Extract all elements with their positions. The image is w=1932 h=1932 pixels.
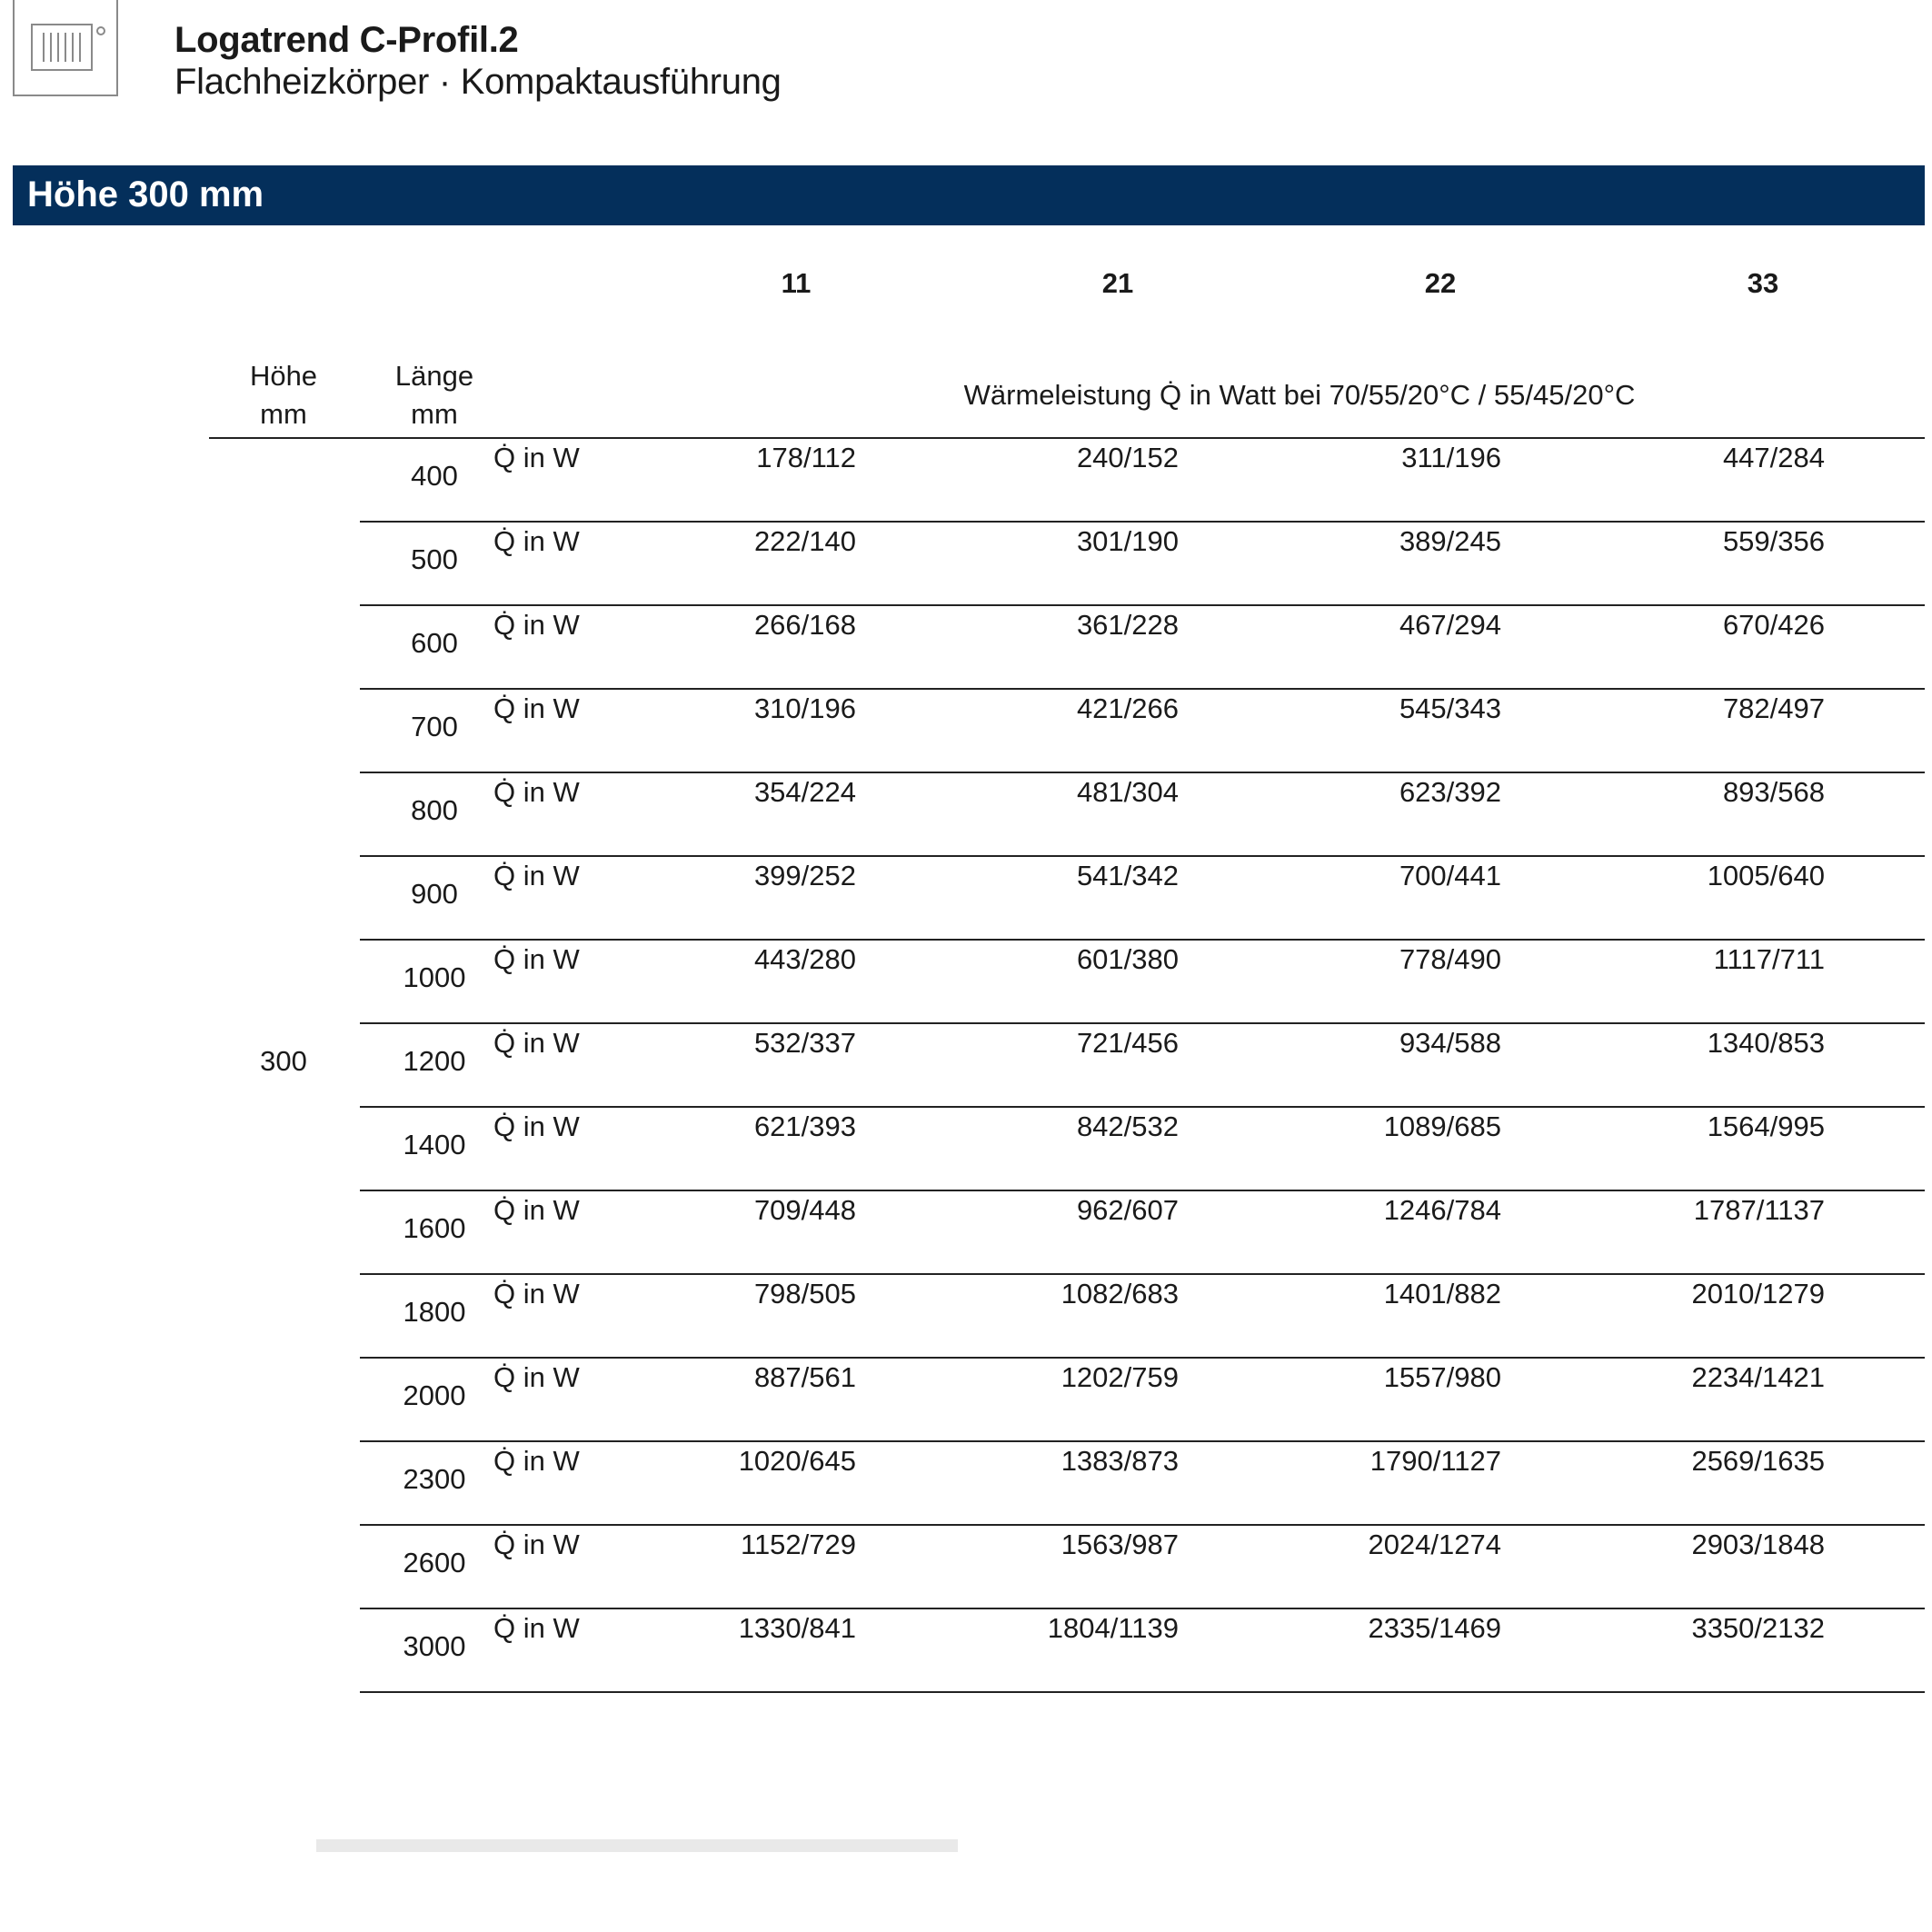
row-value-type-22: 1401/882 — [1383, 1278, 1501, 1310]
row-value-type-22: 1246/784 — [1383, 1194, 1501, 1226]
row-divider — [360, 1524, 1925, 1526]
row-value-type-33: 2903/1848 — [1691, 1529, 1825, 1560]
row-value-type-33: 893/568 — [1722, 776, 1825, 808]
row-divider — [360, 772, 1925, 773]
hoehe-value: 300 — [260, 1045, 307, 1077]
row-divider — [360, 855, 1925, 857]
row-value-type-33: 1340/853 — [1707, 1027, 1825, 1059]
row-value-type-33: 1787/1137 — [1693, 1194, 1825, 1226]
row-unit-label: Q̇ in W — [493, 442, 580, 473]
row-value-type-33: 447/284 — [1722, 442, 1825, 473]
row-unit-label: Q̇ in W — [493, 1194, 580, 1226]
row-value-type-21: 842/532 — [1076, 1110, 1179, 1142]
row-value-type-33: 559/356 — [1722, 525, 1825, 557]
row-divider — [360, 1440, 1925, 1442]
row-value-type-11: 1020/645 — [738, 1445, 856, 1477]
row-value-type-22: 545/343 — [1399, 692, 1501, 724]
row-value-type-33: 670/426 — [1722, 609, 1825, 641]
row-value-type-22: 623/392 — [1399, 776, 1501, 808]
row-value-type-33: 1564/995 — [1707, 1110, 1825, 1142]
row-value-type-21: 601/380 — [1076, 943, 1179, 975]
type-header-33: 33 — [1747, 267, 1779, 299]
row-value-type-22: 1790/1127 — [1369, 1445, 1501, 1477]
row-laenge: 1000 — [403, 961, 466, 993]
row-value-type-21: 962/607 — [1076, 1194, 1179, 1226]
type-header-11: 11 — [781, 267, 812, 299]
row-laenge: 2300 — [403, 1463, 466, 1495]
row-value-type-11: 354/224 — [753, 776, 856, 808]
row-value-type-11: 399/252 — [753, 860, 856, 891]
row-unit-label: Q̇ in W — [493, 1612, 580, 1644]
row-laenge: 400 — [411, 460, 458, 492]
row-value-type-22: 2335/1469 — [1368, 1612, 1501, 1644]
row-divider — [360, 1022, 1925, 1024]
row-divider — [360, 1691, 1925, 1693]
row-laenge: 1400 — [403, 1129, 466, 1160]
row-value-type-22: 1557/980 — [1383, 1361, 1501, 1393]
row-value-type-11: 709/448 — [753, 1194, 856, 1226]
row-divider — [360, 1357, 1925, 1359]
row-value-type-21: 301/190 — [1076, 525, 1179, 557]
product-subtitle: Flachheizkörper · Kompaktausführung — [174, 62, 782, 102]
product-title: Logatrend C-Profil.2 — [174, 20, 519, 60]
radiator-icon — [31, 24, 107, 73]
row-unit-label: Q̇ in W — [493, 692, 580, 724]
row-divider — [360, 1106, 1925, 1108]
row-unit-label: Q̇ in W — [493, 1110, 580, 1142]
hoehe-header-label: Höhe — [249, 360, 318, 392]
row-value-type-21: 721/456 — [1076, 1027, 1179, 1059]
row-value-type-11: 798/505 — [753, 1278, 856, 1310]
row-unit-label: Q̇ in W — [493, 525, 580, 557]
row-value-type-22: 1089/685 — [1383, 1110, 1501, 1142]
row-value-type-33: 2234/1421 — [1691, 1361, 1825, 1393]
row-unit-label: Q̇ in W — [493, 1445, 580, 1477]
row-value-type-33: 782/497 — [1722, 692, 1825, 724]
row-value-type-11: 621/393 — [753, 1110, 856, 1142]
row-value-type-11: 532/337 — [753, 1027, 856, 1059]
row-value-type-33: 2010/1279 — [1691, 1278, 1825, 1310]
type-header-21: 21 — [1101, 267, 1134, 299]
row-divider — [360, 521, 1925, 523]
row-value-type-21: 1082/683 — [1061, 1278, 1179, 1310]
row-value-type-21: 361/228 — [1076, 609, 1179, 641]
row-divider — [360, 688, 1925, 690]
row-unit-label: Q̇ in W — [493, 776, 580, 808]
row-value-type-21: 1202/759 — [1061, 1361, 1179, 1393]
product-logo — [13, 0, 118, 96]
row-value-type-21: 421/266 — [1076, 692, 1179, 724]
row-value-type-22: 389/245 — [1399, 525, 1501, 557]
row-value-type-11: 1330/841 — [738, 1612, 856, 1644]
row-value-type-22: 311/196 — [1401, 442, 1501, 473]
row-value-type-11: 266/168 — [753, 609, 856, 641]
row-value-type-11: 310/196 — [753, 692, 856, 724]
row-laenge: 700 — [411, 711, 458, 742]
row-value-type-33: 3350/2132 — [1691, 1612, 1825, 1644]
row-unit-label: Q̇ in W — [493, 609, 580, 641]
row-unit-label: Q̇ in W — [493, 1027, 580, 1059]
laenge-header — [380, 357, 489, 433]
type-header-22: 22 — [1424, 267, 1457, 299]
row-value-type-33: 1005/640 — [1707, 860, 1825, 891]
row-unit-label: Q̇ in W — [493, 1529, 580, 1560]
row-value-type-21: 1383/873 — [1061, 1445, 1179, 1477]
row-laenge: 500 — [411, 543, 458, 575]
row-laenge: 800 — [411, 794, 458, 826]
row-value-type-22: 2024/1274 — [1368, 1529, 1501, 1560]
laenge-header-label: Länge — [394, 360, 474, 392]
row-unit-label: Q̇ in W — [493, 1361, 580, 1393]
row-value-type-21: 1804/1139 — [1047, 1612, 1179, 1644]
row-value-type-11: 443/280 — [753, 943, 856, 975]
hoehe-header-unit: mm — [260, 398, 307, 430]
row-laenge: 900 — [411, 878, 458, 910]
row-unit-label: Q̇ in W — [493, 1278, 580, 1310]
row-value-type-11: 887/561 — [753, 1361, 856, 1393]
row-laenge: 1800 — [403, 1296, 466, 1328]
row-value-type-21: 481/304 — [1076, 776, 1179, 808]
row-divider — [360, 604, 1925, 606]
row-laenge: 3000 — [403, 1630, 466, 1662]
hoehe-header — [229, 357, 338, 433]
row-divider — [360, 1273, 1925, 1275]
row-divider — [360, 939, 1925, 941]
row-value-type-22: 778/490 — [1399, 943, 1501, 975]
row-value-type-21: 240/152 — [1076, 442, 1179, 473]
row-laenge: 600 — [411, 627, 458, 659]
row-value-type-22: 700/441 — [1399, 860, 1501, 891]
row-unit-label: Q̇ in W — [493, 860, 580, 891]
section-title: Höhe 300 mm — [27, 174, 264, 214]
row-laenge: 2600 — [403, 1547, 466, 1578]
table-caption: Wärmeleistung Q̇ in Watt bei 70/55/20°C / 55/45/20°C — [963, 379, 1636, 411]
row-unit-label: Q̇ in W — [493, 943, 580, 975]
row-laenge: 1200 — [403, 1045, 466, 1077]
row-value-type-22: 934/588 — [1399, 1027, 1501, 1059]
row-value-type-21: 1563/987 — [1061, 1529, 1179, 1560]
laenge-header-unit: mm — [411, 398, 458, 430]
row-value-type-11: 178/112 — [756, 442, 856, 473]
row-divider — [360, 1190, 1925, 1191]
row-value-type-33: 2569/1635 — [1691, 1445, 1825, 1477]
row-divider — [360, 1608, 1925, 1609]
footer-strip — [316, 1839, 958, 1852]
row-laenge: 2000 — [403, 1379, 466, 1411]
row-laenge: 1600 — [403, 1212, 466, 1244]
row-value-type-21: 541/342 — [1076, 860, 1179, 891]
row-value-type-11: 222/140 — [753, 525, 856, 557]
row-value-type-33: 1117/711 — [1713, 943, 1825, 975]
row-value-type-11: 1152/729 — [741, 1529, 856, 1560]
row-value-type-22: 467/294 — [1399, 609, 1501, 641]
header-rule — [209, 437, 1925, 439]
section-band — [13, 165, 1925, 225]
